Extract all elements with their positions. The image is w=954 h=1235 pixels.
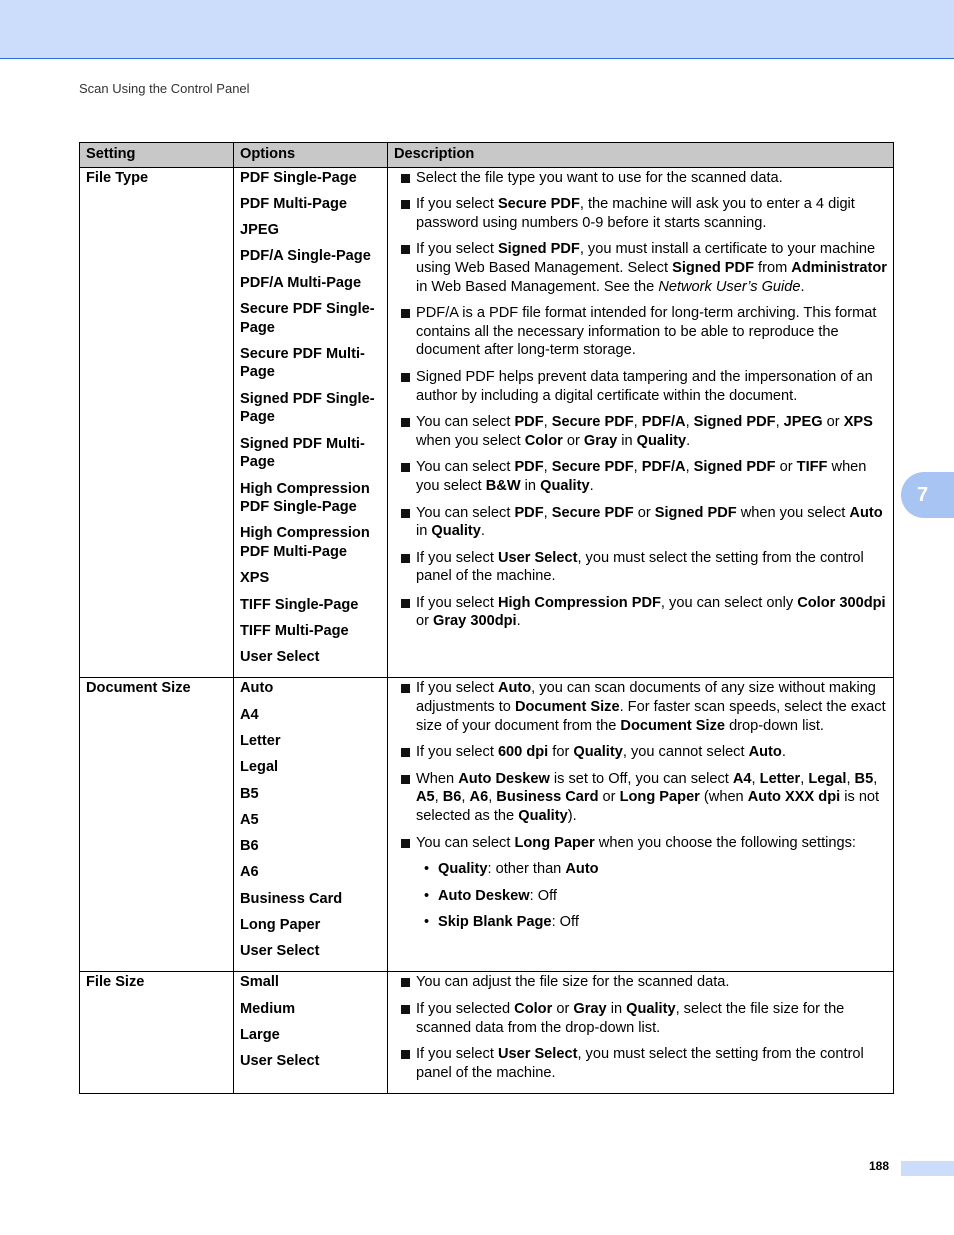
- page-number: 188: [869, 1159, 890, 1173]
- description-item: Signed PDF helps prevent data tampering and the impersonation of an author by including a digital certificate within the document.: [394, 368, 887, 405]
- header-band: [0, 0, 954, 59]
- description-item: If you select 600 dpi for Quality, you cannot select Auto.: [394, 743, 887, 762]
- description-cell: [388, 167, 894, 678]
- setting-cell: File Size: [80, 972, 234, 1094]
- description-item: You can select PDF, Secure PDF or Signed PDF when you select Auto in Quality.: [394, 504, 887, 541]
- table-header-row: [80, 143, 894, 168]
- option-item: TIFF Single-Page: [240, 596, 359, 613]
- description-sub-item: • Skip Blank Page: Off: [394, 913, 887, 932]
- table-row: [80, 678, 894, 972]
- option-item: High Compression PDF Single-Page: [240, 480, 370, 516]
- running-head: Scan Using the Control Panel: [79, 81, 250, 96]
- description-item: If you select User Select, you must select the setting from the control panel of the machine.: [394, 549, 887, 586]
- header-setting: Setting: [80, 143, 234, 168]
- description-item: You can select PDF, Secure PDF, PDF/A, Signed PDF, JPEG or XPS when you select Color or Gray in Quality.: [394, 413, 887, 450]
- option-item: User Select: [240, 943, 320, 960]
- option-item: PDF Single-Page: [240, 169, 357, 186]
- option-item: Large: [240, 1027, 280, 1044]
- table-row: [80, 167, 894, 678]
- description-item: You can select Long Paper when you choose the following settings:: [394, 834, 887, 853]
- option-item: JPEG: [240, 222, 279, 239]
- setting-cell: Document Size: [80, 678, 234, 972]
- header-options: Options: [234, 143, 388, 168]
- table-row: [80, 972, 894, 1094]
- description-item: If you select Signed PDF, you must install a certificate to your machine using Web Based Management. Select Signed PDF from Administrator in Web Based Management. See the Network User’s Guide.: [394, 240, 887, 296]
- option-item: B6: [240, 838, 259, 855]
- option-item: Medium: [240, 1000, 296, 1017]
- options-cell: [234, 972, 388, 1094]
- description-item: PDF/A is a PDF file format intended for long-term archiving. This format contains all the necessary information to be able to reproduce the document after long-term storage.: [394, 304, 887, 360]
- option-item: PDF/A Multi-Page: [240, 274, 362, 291]
- description-cell: [388, 972, 894, 1094]
- description-item: You can select PDF, Secure PDF, PDF/A, Signed PDF or TIFF when you select B&W in Quality.: [394, 458, 887, 495]
- setting-cell: File Type: [80, 167, 234, 678]
- option-item: User Select: [240, 649, 320, 666]
- page-tab: [901, 1161, 954, 1176]
- description-item: If you select Secure PDF, the machine will ask you to enter a 4 digit password using numbers 0-9 before it starts scanning.: [394, 195, 887, 232]
- description-sub-item: • Auto Deskew: Off: [394, 887, 887, 906]
- description-item: If you select High Compression PDF, you can select only Color 300dpi or Gray 300dpi.: [394, 594, 887, 631]
- option-item: B5: [240, 785, 259, 802]
- option-item: XPS: [240, 570, 270, 587]
- description-item: You can adjust the file size for the scanned data.: [394, 973, 887, 992]
- option-item: Signed PDF Single-Page: [240, 390, 375, 426]
- options-cell: [234, 167, 388, 678]
- option-item: Secure PDF Single-Page: [240, 301, 375, 336]
- option-item: Auto: [240, 680, 274, 697]
- option-item: Legal: [240, 759, 279, 776]
- option-item: Signed PDF Multi-Page: [240, 435, 365, 471]
- option-item: Business Card: [240, 890, 343, 907]
- description-item: If you selected Color or Gray in Quality, select the file size for the scanned data from the drop-down list.: [394, 1000, 887, 1037]
- description-item: When Auto Deskew is set to Off, you can select A4, Letter, Legal, B5, A5, B6, A6, Business Card or Long Paper (when Auto XXX dpi is not selected as the Quality).: [394, 770, 887, 826]
- description-cell: [388, 678, 894, 972]
- option-item: Letter: [240, 732, 281, 749]
- option-item: High Compression PDF Multi-Page: [240, 525, 370, 560]
- option-item: TIFF Multi-Page: [240, 622, 349, 639]
- settings-table: [79, 142, 894, 1094]
- option-item: Small: [240, 974, 279, 991]
- description-item: Select the file type you want to use for the scanned data.: [394, 169, 887, 188]
- chapter-tab: 7: [901, 472, 954, 518]
- description-item: If you select User Select, you must select the setting from the control panel of the machine.: [394, 1045, 887, 1082]
- description-sub-item: • Quality: other than Auto: [394, 860, 887, 879]
- option-item: User Select: [240, 1053, 320, 1070]
- option-item: A4: [240, 706, 259, 723]
- header-description: Description: [388, 143, 894, 168]
- option-item: A5: [240, 811, 259, 828]
- option-item: A6: [240, 864, 259, 881]
- option-item: Long Paper: [240, 916, 321, 933]
- options-cell: [234, 678, 388, 972]
- option-item: PDF Multi-Page: [240, 195, 348, 212]
- option-item: Secure PDF Multi-Page: [240, 345, 365, 381]
- description-item: If you select Auto, you can scan documents of any size without making adjustments to Document Size. For faster scan speeds, select the exact size of your document from the Document Size drop-down list.: [394, 679, 887, 735]
- option-item: PDF/A Single-Page: [240, 248, 371, 265]
